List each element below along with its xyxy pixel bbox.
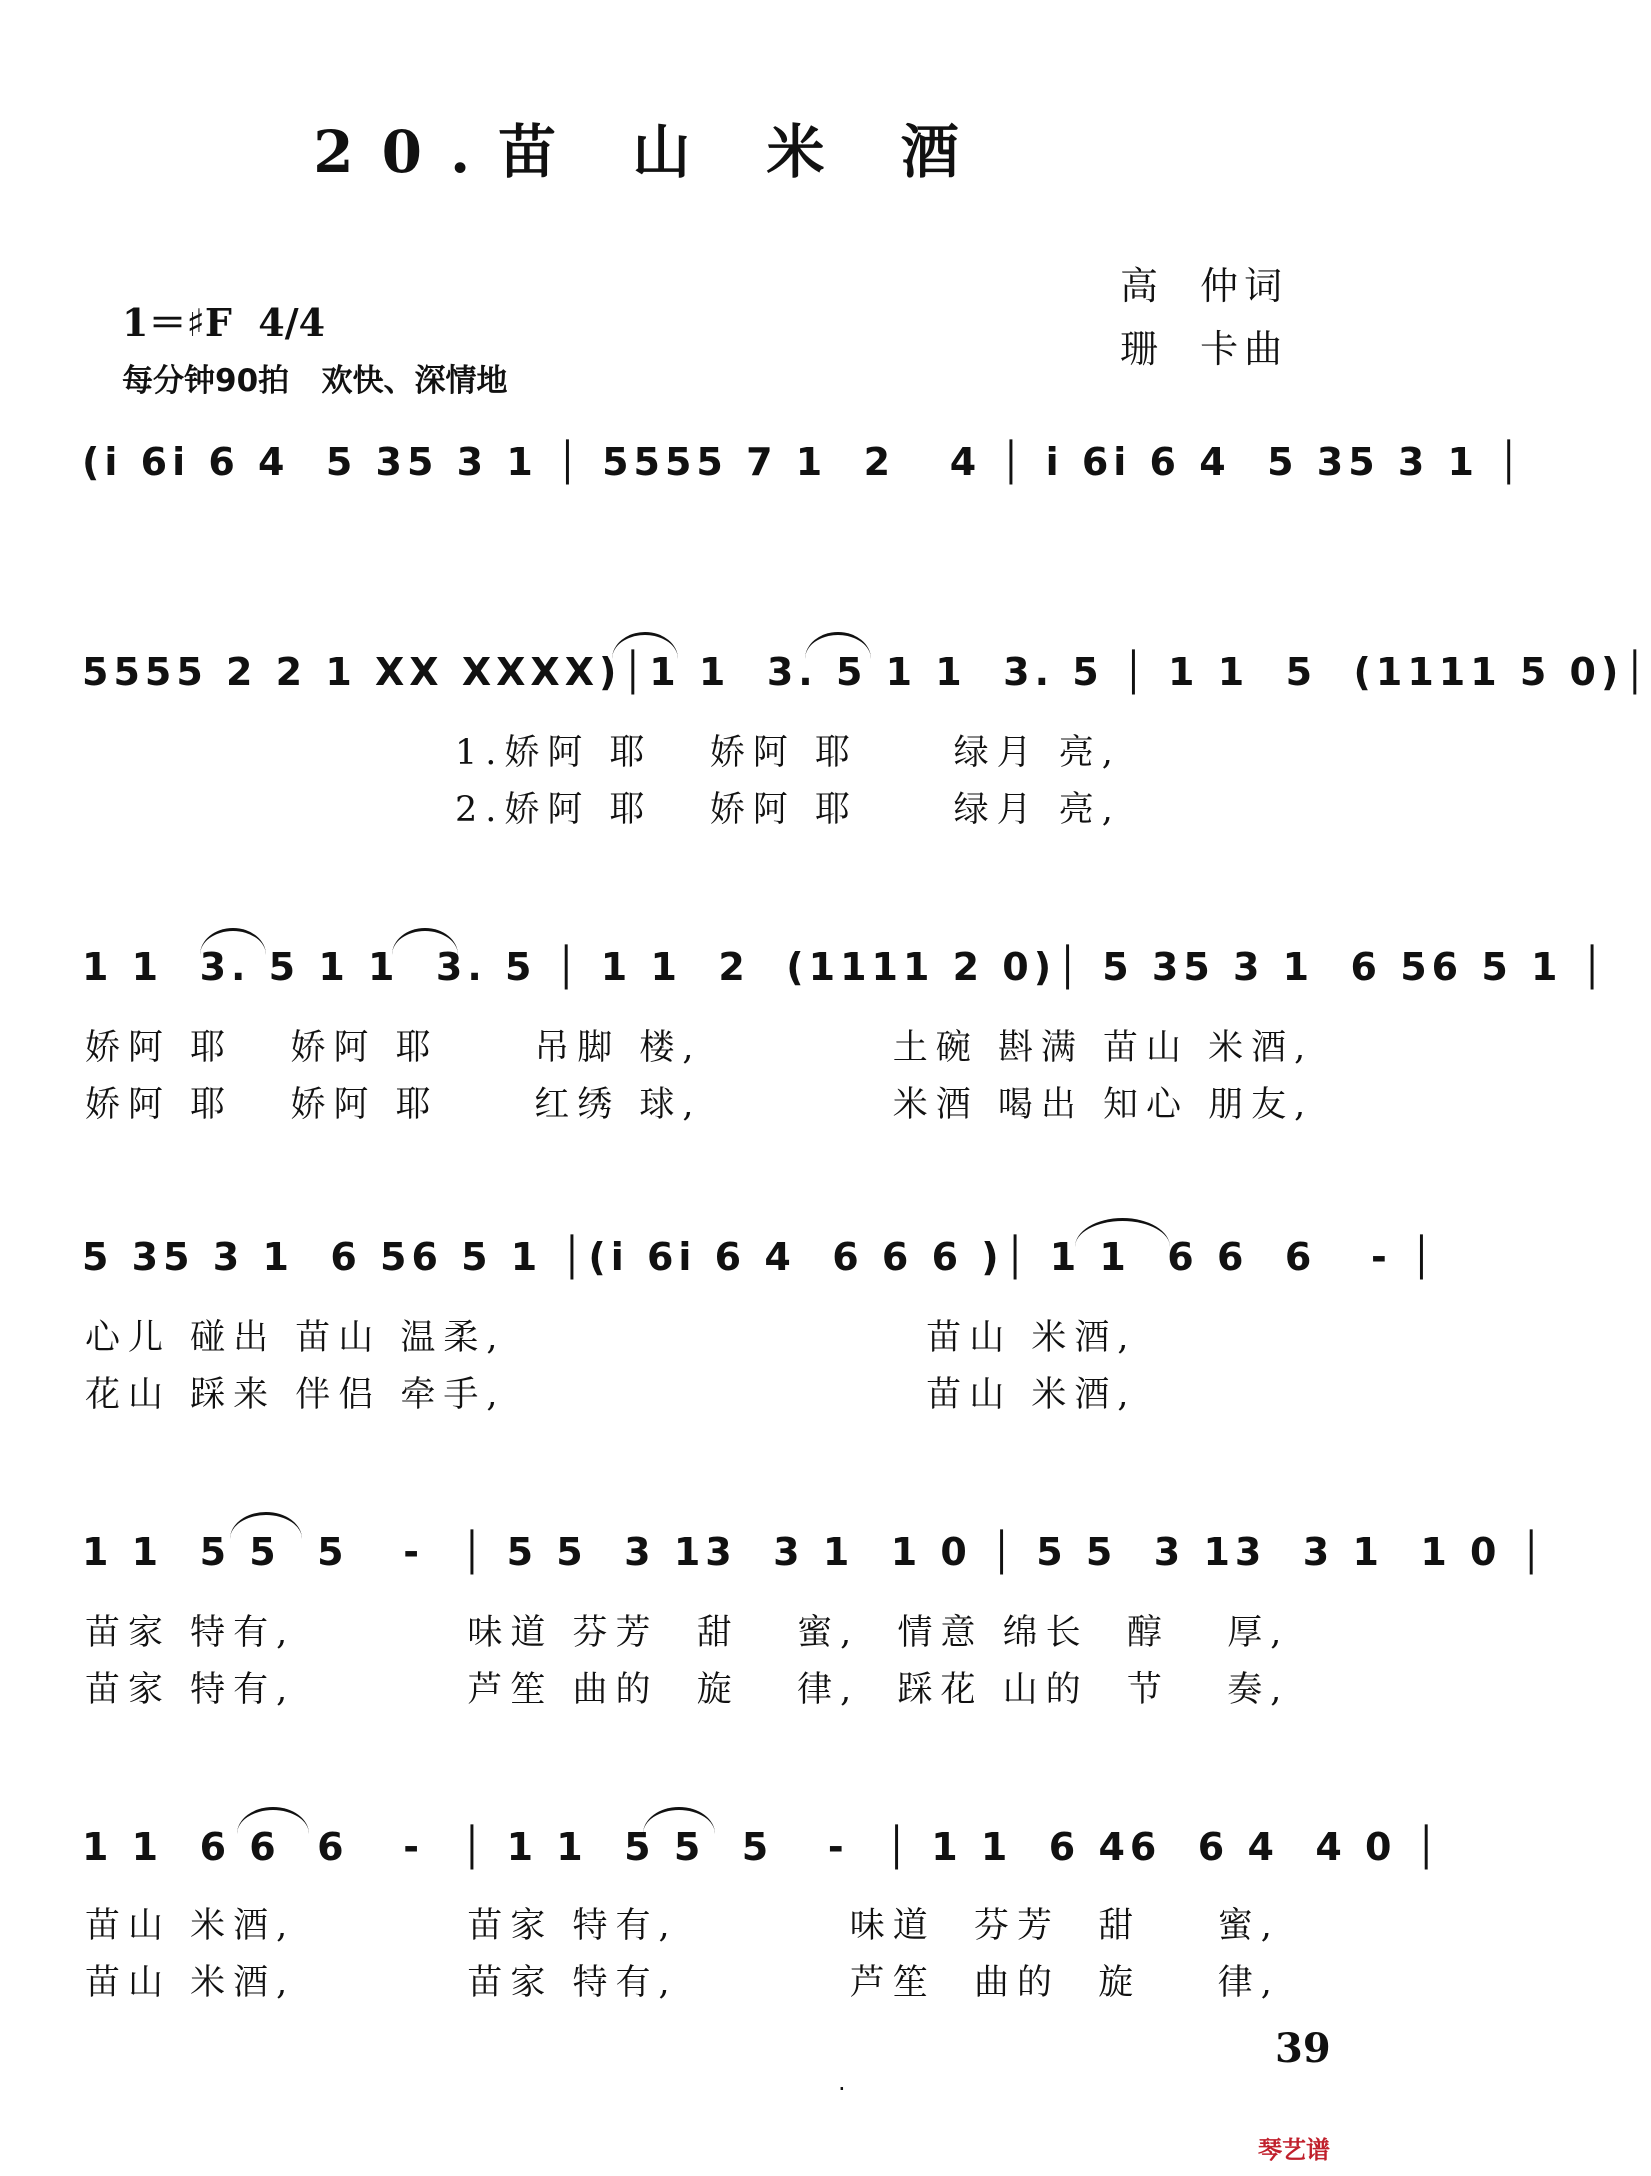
system-4-notes: 5 35 3 1 6 56 5 1 │(i 6i 6 4 6 6 6 )│ 1 1 6 6 6 - │: [82, 1235, 1438, 1279]
system-3-lyric-verse-2: 娇阿 耶 娇阿 耶 红绣 球, 米酒 喝出 知心 朋友,: [85, 1085, 1314, 1125]
system-2-lyric-verse-1: 1.娇阿 耶 娇阿 耶 绿月 亮,: [455, 733, 1121, 773]
slur-mark: [1075, 1218, 1170, 1247]
lyricist-credit: 高 仲词: [1120, 264, 1289, 308]
composer-credit: 珊 卡曲: [1120, 327, 1289, 371]
slur-mark: [805, 632, 871, 659]
system-6-lyric-verse-1: 苗山 米酒, 苗家 特有, 味道 芬芳 甜 蜜,: [85, 1906, 1280, 1946]
slur-mark: [392, 928, 458, 955]
system-6-lyric-verse-2: 苗山 米酒, 苗家 特有, 芦笙 曲的 旋 律,: [85, 1963, 1280, 2003]
system-2-notes: 5555 2 2 1 XX XXXX)│1 1 3. 5 1 1 3. 5 │ 1 1 5 (1111 5 0)│: [82, 650, 1651, 694]
page-number: 39: [1275, 2025, 1331, 2072]
key-signature: 1＝♯F 4/4: [122, 300, 326, 345]
print-speck: ·: [838, 2075, 846, 2103]
system-3-notes: 1 1 3. 5 1 1 3. 5 │ 1 1 2 (1111 2 0)│ 5 35 3 1 6 56 5 1 │: [82, 945, 1609, 989]
tempo-marking: 每分钟90拍 欢快、深情地: [122, 363, 508, 399]
system-3-lyric-verse-1: 娇阿 耶 娇阿 耶 吊脚 楼, 土碗 斟满 苗山 米酒,: [85, 1028, 1314, 1068]
system-2-lyric-verse-2: 2.娇阿 耶 娇阿 耶 绿月 亮,: [455, 790, 1121, 830]
slur-mark: [643, 1807, 715, 1834]
slur-mark: [200, 928, 266, 955]
system-4-lyric-verse-2: 花山 踩来 伴侣 牵手, 苗山 米酒,: [85, 1375, 1137, 1415]
system-4-lyric-verse-1: 心儿 碰出 苗山 温柔, 苗山 米酒,: [85, 1318, 1137, 1358]
page-title: 20.苗 山 米 酒: [313, 118, 987, 186]
system-5-notes: 1 1 5 5 5 - │ 5 5 3 13 3 1 1 0 │ 5 5 3 13 3 1 1 0 │: [82, 1530, 1548, 1574]
slur-mark: [237, 1807, 309, 1834]
slur-mark: [230, 1512, 302, 1539]
system-5-lyric-verse-1: 苗家 特有, 味道 芬芳 甜 蜜, 情意 绵长 醇 厚,: [85, 1613, 1290, 1653]
slur-mark: [612, 632, 678, 659]
system-5-lyric-verse-2: 苗家 特有, 芦笙 曲的 旋 律, 踩花 山的 节 奏,: [85, 1670, 1290, 1710]
watermark-logo: 琴艺谱: [1258, 2136, 1330, 2164]
system-1-notes: (i 6i 6 4 5 35 3 1 │ 5555 7 1 2 4 │ i 6i 6 4 5 35 3 1 │: [82, 440, 1526, 484]
system-6-notes: 1 1 6 6 6 - │ 1 1 5 5 5 - │ 1 1 6 46 6 4 4 0 │: [82, 1825, 1443, 1869]
